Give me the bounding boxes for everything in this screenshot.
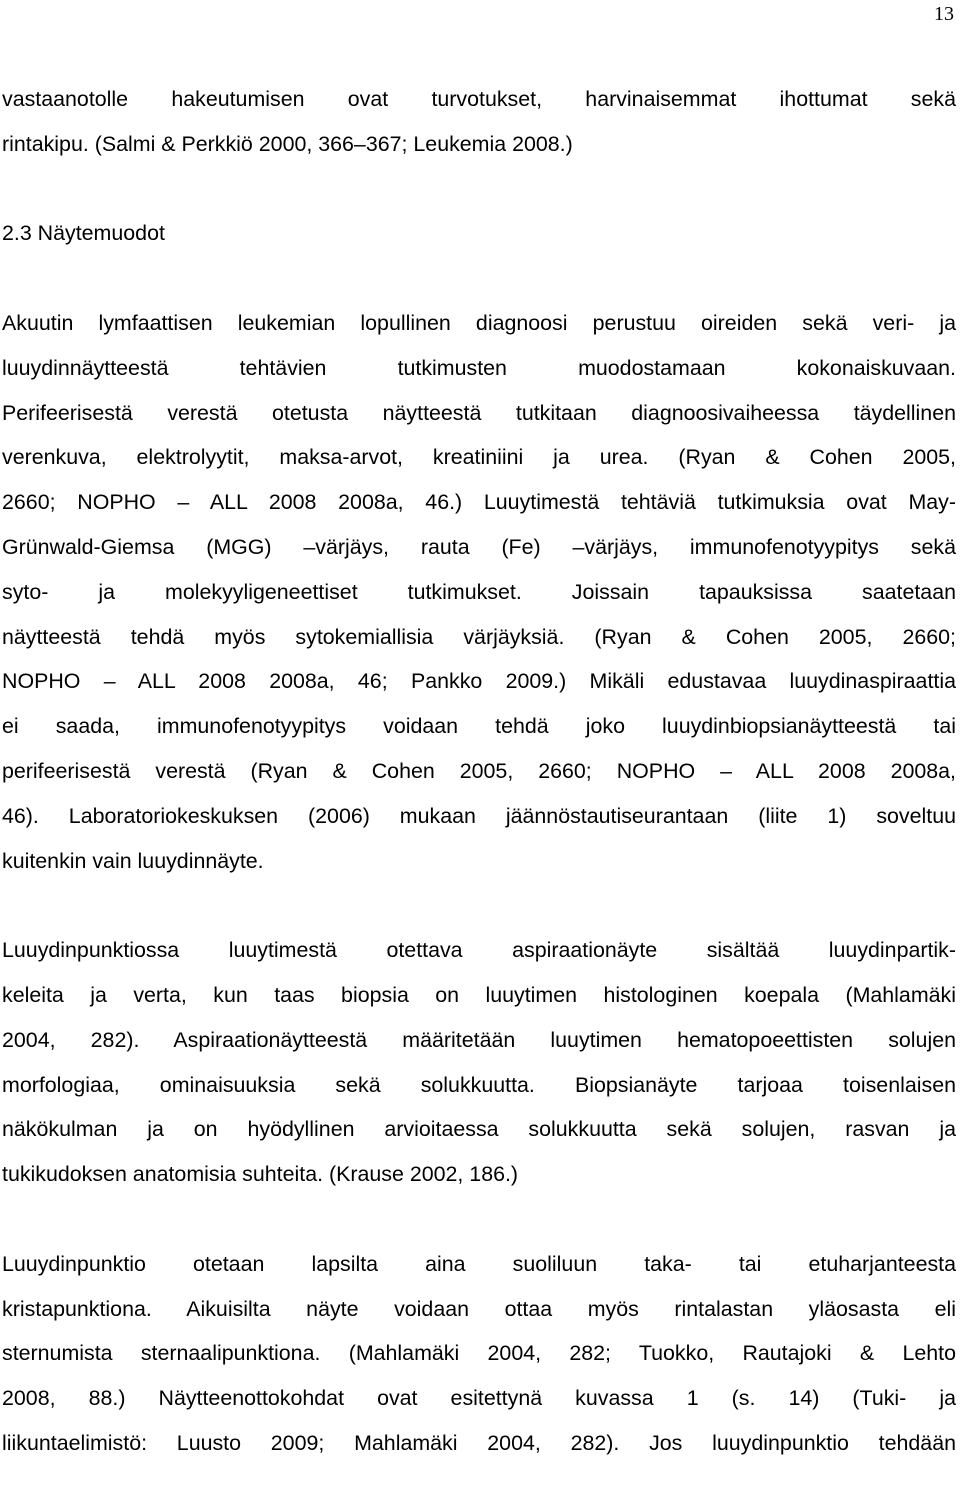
text-line: näytteestä tehdä myös sytokemiallisia värjäyksiä. (Ryan & Cohen 2005, 2660; [2, 624, 956, 649]
text-line: 2004, 282). Aspiraationäytteestä määritetään luuytimen hematopoeettisten solujen [2, 1027, 956, 1052]
paragraph-4 [2, 1242, 956, 1466]
text-line: kristapunktiona. Aikuisilta näyte voidaan ottaa myös rintalastan yläosasta eli [2, 1296, 956, 1321]
page-body [2, 77, 956, 1466]
text-line: morfologiaa, ominaisuuksia sekä solukkuutta. Biopsianäyte tarjoaa toisenlaisen [2, 1072, 956, 1097]
text-line: 2008, 88.) Näytteenottokohdat ovat esitettynä kuvassa 1 (s. 14) (Tuki- ja [2, 1386, 956, 1411]
text-line: Grünwald-Giemsa (MGG) –värjäys, rauta (Fe) –värjäys, immunofenotyypitys sekä [2, 534, 956, 559]
text-line: 46). Laboratoriokeskuksen (2006) mukaan jäännöstautiseurantaan (liite 1) soveltuu [2, 803, 956, 828]
text-line: verenkuva, elektrolyytit, maksa-arvot, kreatiniini ja urea. (Ryan & Cohen 2005, [2, 445, 956, 470]
text-line: vastaanotolle hakeutumisen ovat turvotukset, harvinaisemmat ihottumat sekä [2, 87, 956, 111]
spacer [2, 256, 956, 301]
page-number: 13 [934, 3, 954, 25]
spacer [2, 167, 956, 212]
section-heading: 2.3 Näytemuodot [2, 221, 165, 246]
text-line: keleita ja verta, kun taas biopsia on luuytimen histologinen koepala (Mahlamäki [2, 982, 956, 1007]
text-line: Luuydinpunktio otetaan lapsilta aina suoliluun taka- tai etuharjanteesta [2, 1251, 956, 1276]
text-line: tukikudoksen anatomisia suhteita. (Krause 2002, 186.) [2, 1162, 519, 1187]
paragraph-3 [2, 928, 956, 1197]
text-line: näkökulman ja on hyödyllinen arvioitaessa solukkuutta sekä solujen, rasvan ja [2, 1117, 956, 1142]
text-line: sternumista sternaalipunktiona. (Mahlamäki 2004, 282; Tuokko, Rautajoki & Lehto [2, 1341, 956, 1366]
text-line: liikuntaelimistö: Luusto 2009; Mahlamäki 2004, 282). Jos luuydinpunktio tehdään [2, 1430, 956, 1455]
text-line: ei saada, immunofenotyypitys voidaan tehdä joko luuydinbiopsianäytteestä tai [2, 714, 956, 739]
text-line: luuydinnäytteestä tehtävien tutkimusten muodostamaan kokonaiskuvaan. [2, 355, 956, 380]
spacer [2, 1197, 956, 1242]
text-line: kuitenkin vain luuydinnäyte. [2, 848, 264, 873]
text-line: Luuydinpunktiossa luuytimestä otettava aspiraationäyte sisältää luuydinpartik- [2, 938, 956, 963]
text-line: syto- ja molekyyligeneettiset tutkimukset. Joissain tapauksissa saatetaan [2, 579, 956, 604]
paragraph-2 [2, 301, 956, 883]
text-line: NOPHO – ALL 2008 2008a, 46; Pankko 2009.) Mikäli edustavaa luuydinaspiraattia [2, 669, 956, 694]
text-line: Akuutin lymfaattisen leukemian lopullinen diagnoosi perustuu oireiden sekä veri- ja [2, 310, 956, 335]
text-line: 2660; NOPHO – ALL 2008 2008a, 46.) Luuytimestä tehtäviä tutkimuksia ovat May- [2, 490, 956, 515]
paragraph-1 [2, 77, 956, 167]
text-line: Perifeerisestä verestä otetusta näytteestä tutkitaan diagnoosivaiheessa täydellinen [2, 400, 956, 425]
text-line: rintakipu. (Salmi & Perkkiö 2000, 366–367; Leukemia 2008.) [2, 131, 573, 156]
spacer [2, 883, 956, 928]
text-line: perifeerisestä verestä (Ryan & Cohen 2005, 2660; NOPHO – ALL 2008 2008a, [2, 758, 956, 783]
